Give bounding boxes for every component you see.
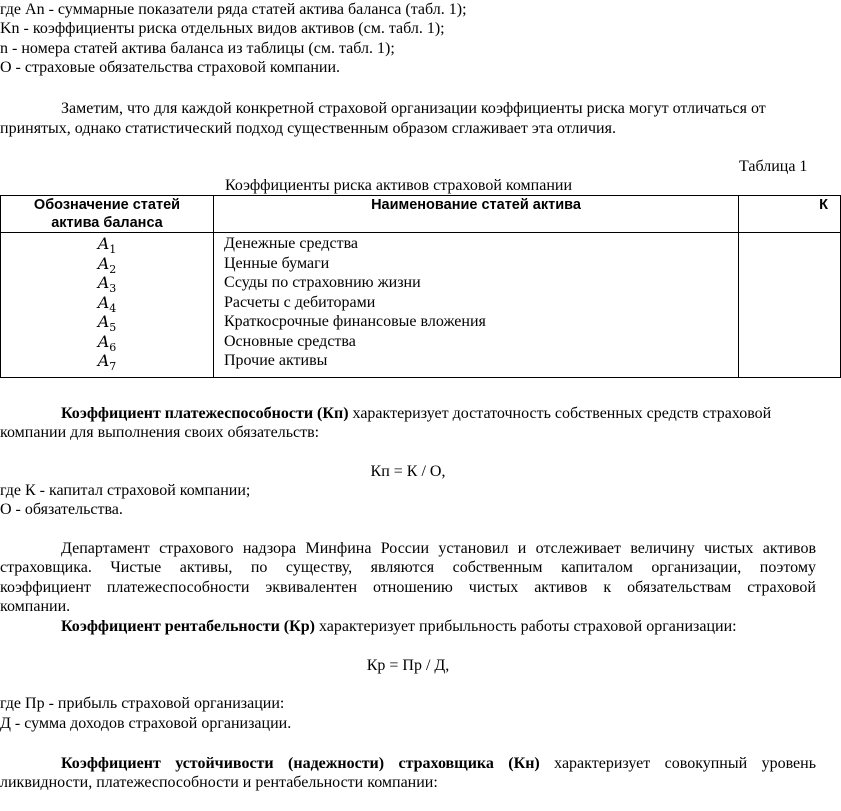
- name-cash: Денежные средства: [224, 235, 359, 252]
- code-a1: $A_1$: [97, 234, 117, 257]
- code-column: [1, 233, 214, 378]
- profitability-where2: Д - сумма доходов страховой организации.: [0, 715, 292, 732]
- profitability-formula: Кр = Пр / Д,: [366, 657, 450, 674]
- name-debtors: Расчеты с дебиторами: [224, 293, 376, 311]
- name-securities: Ценные бумаги: [224, 254, 330, 272]
- name-short-investments: Краткосрочные финансовые вложения: [224, 313, 486, 330]
- code-a6: $A_6$: [97, 331, 117, 354]
- profitability-where1: где Пр - прибыль страховой организации:: [0, 695, 285, 712]
- table-label: Таблица 1: [739, 158, 808, 175]
- code-a7: $A_7$: [97, 351, 117, 374]
- code-a2: $A_2$: [97, 253, 117, 276]
- solvency-line1: Коэффициент платежеспособности (Кп) характеризует достаточность собственных средств страховой: [61, 405, 772, 422]
- department-line4: компании.: [0, 598, 71, 615]
- stability-line1: Коэффициент устойчивости (надежности) страховщика (Кн) характеризует совокупный уровень: [61, 755, 816, 772]
- solvency-where2: О - обязательства.: [0, 501, 123, 518]
- name-column: [214, 233, 739, 378]
- code-a5: $A_5$: [97, 312, 117, 335]
- solvency-term: Коэффициент платежеспособности (Кп): [61, 405, 349, 422]
- legend-line-kn: Kn - коэффициенты риска отдельных видов активов (см. табл. 1);: [0, 20, 445, 37]
- header-code: Обозначение статей актива баланса: [1, 196, 214, 233]
- header-k: К: [739, 196, 841, 233]
- solvency-where1: где К - капитал страховой компании;: [0, 482, 251, 499]
- k-column: [739, 233, 841, 378]
- table-header-row: [1, 196, 841, 233]
- solvency-line2: компании для выполнения своих обязательств:: [0, 424, 320, 441]
- note-paragraph-line1: Заметим, что для каждой конкретной страховой организации коэффициенты риска могут отличаться от: [61, 100, 766, 117]
- legend-line-o: О - страховые обязательства страховой компании.: [0, 59, 341, 76]
- risk-coefficients-table: [0, 195, 841, 378]
- name-life-loans: Ссуды по страховнию жизни: [224, 274, 421, 291]
- name-fixed-assets: Основные средства: [224, 332, 356, 350]
- solvency-formula: Кп = К / О,: [370, 463, 446, 480]
- table-body-row: [1, 233, 841, 378]
- department-line3: коэффициент платежеспособности эквивалентен отношению чистых активов к обязательствам страховой: [0, 579, 816, 596]
- profitability-term: Коэффициент рентабельности (Кр): [61, 618, 315, 635]
- code-a3: $A_3$: [97, 273, 117, 296]
- profitability-line: Коэффициент рентабельности (Кр) характеризует прибыльность работы страховой организации:: [61, 618, 737, 635]
- name-other-assets: Прочие активы: [224, 352, 328, 369]
- table-caption: Коэффициенты риска активов страховой компании: [225, 177, 573, 194]
- code-a4: $A_4$: [97, 292, 117, 315]
- department-line1: Департамент страхового надзора Минфина России установил и отслеживает величину чистых активов: [61, 540, 816, 557]
- stability-term: Коэффициент устойчивости (надежности) страховщика (Кн): [61, 755, 540, 772]
- header-name: Наименование статей актива: [214, 196, 739, 233]
- stability-line2: ликвидности, платежеспособности и рентабельности компании:: [0, 774, 438, 791]
- note-paragraph-line2: принятых, однако статистический подход существенным образом сглаживает эта отличия.: [0, 120, 616, 137]
- legend-line-an: где An - суммарные показатели ряда статей актива баланса (табл. 1);: [0, 1, 467, 18]
- legend-line-n: n - номера статей актива баланса из таблицы (см. табл. 1);: [0, 40, 395, 57]
- department-line2: страховщика. Чистые активы, по существу, являются собственным капиталом организации, поэтому: [0, 559, 816, 576]
